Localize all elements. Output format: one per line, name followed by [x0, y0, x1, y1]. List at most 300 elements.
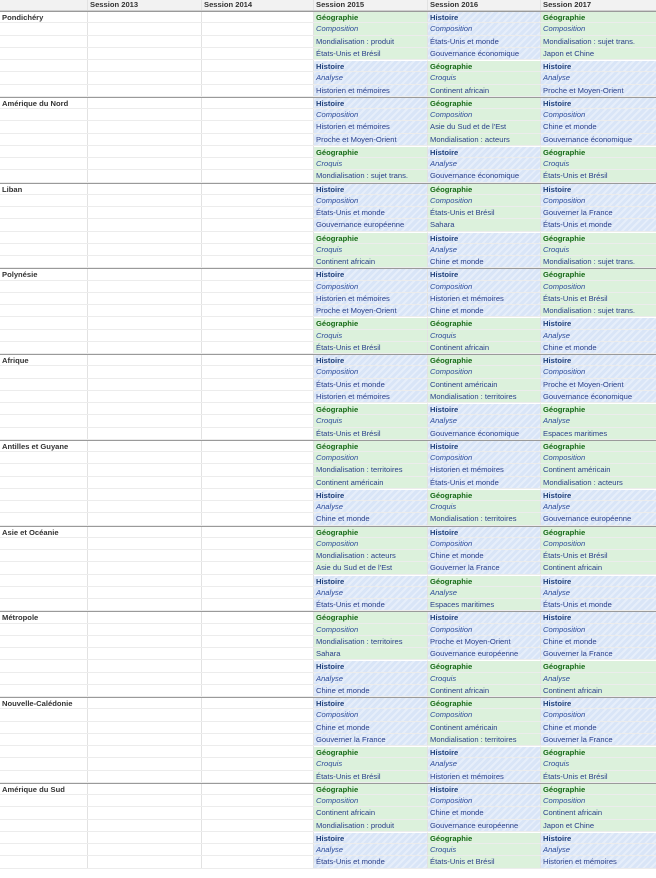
topic-label[interactable]: Japon et Chine — [541, 820, 656, 831]
topic-label[interactable]: Gouverner la France — [428, 562, 541, 573]
subject-label[interactable]: Histoire — [541, 832, 656, 843]
topic-label[interactable]: Historien et mémoires — [428, 464, 541, 475]
subject-label[interactable]: Géographie — [314, 441, 428, 451]
session-2013-cell[interactable] — [88, 146, 202, 157]
subject-label[interactable]: Géographie — [314, 403, 428, 414]
session-2013-cell[interactable] — [88, 820, 202, 831]
session-2013-cell[interactable] — [88, 746, 202, 757]
exercise-type[interactable]: Analyse — [541, 330, 656, 341]
session-2013-cell[interactable] — [88, 550, 202, 561]
topic-label[interactable]: États-Unis et Brésil — [314, 771, 428, 782]
subject-label[interactable]: Histoire — [314, 184, 428, 194]
region-cell[interactable] — [0, 856, 88, 867]
exercise-type[interactable]: Analyse — [541, 587, 656, 598]
session-2014-cell[interactable] — [202, 648, 314, 659]
subject-label[interactable]: Histoire — [314, 698, 428, 708]
region-cell[interactable] — [0, 464, 88, 475]
topic-label[interactable]: Chine et monde — [428, 550, 541, 561]
region-cell[interactable] — [0, 489, 88, 500]
exercise-type[interactable]: Analyse — [314, 501, 428, 512]
exercise-type[interactable]: Composition — [314, 366, 428, 377]
topic-label[interactable]: Proche et Moyen-Orient — [314, 134, 428, 145]
exercise-type[interactable]: Composition — [314, 624, 428, 635]
topic-label[interactable]: Chine et monde — [428, 807, 541, 818]
exercise-type[interactable]: Croquis — [541, 244, 656, 255]
session-2014-cell[interactable] — [202, 685, 314, 696]
topic-label[interactable]: Mondialisation : territoires — [314, 464, 428, 475]
topic-label[interactable]: Historien et mémoires — [314, 391, 428, 402]
subject-label[interactable]: Histoire — [541, 317, 656, 328]
region-cell[interactable] — [0, 134, 88, 145]
topic-label[interactable]: Continent américain — [541, 464, 656, 475]
topic-label[interactable]: Historien et mémoires — [314, 121, 428, 132]
exercise-type[interactable]: Analyse — [541, 415, 656, 426]
exercise-type[interactable]: Composition — [314, 23, 428, 34]
topic-label[interactable]: Gouverner la France — [541, 648, 656, 659]
session-2013-cell[interactable] — [88, 452, 202, 463]
session-2014-cell[interactable] — [202, 624, 314, 635]
region-cell[interactable] — [0, 317, 88, 328]
region-cell[interactable] — [0, 23, 88, 34]
session-2013-cell[interactable] — [88, 48, 202, 59]
topic-label[interactable]: États-Unis et monde — [541, 219, 656, 230]
subject-label[interactable]: Géographie — [428, 355, 541, 365]
region-cell[interactable] — [0, 844, 88, 855]
session-2013-cell[interactable] — [88, 771, 202, 782]
exercise-type[interactable]: Composition — [428, 109, 541, 120]
region-cell[interactable] — [0, 636, 88, 647]
session-2013-cell[interactable] — [88, 538, 202, 549]
exercise-type[interactable]: Composition — [314, 195, 428, 206]
subject-label[interactable]: Géographie — [428, 660, 541, 671]
topic-label[interactable]: États-Unis et monde — [314, 379, 428, 390]
topic-label[interactable]: Mondialisation : territoires — [314, 636, 428, 647]
session-2014-cell[interactable] — [202, 12, 314, 22]
session-2013-cell[interactable] — [88, 342, 202, 353]
session-2013-cell[interactable] — [88, 269, 202, 279]
session-2014-cell[interactable] — [202, 771, 314, 782]
region-cell[interactable] — [0, 60, 88, 71]
session-2014-cell[interactable] — [202, 23, 314, 34]
session-2014-cell[interactable] — [202, 795, 314, 806]
session-2014-cell[interactable] — [202, 832, 314, 843]
session-2014-cell[interactable] — [202, 403, 314, 414]
session-2013-cell[interactable] — [88, 722, 202, 733]
topic-label[interactable]: Chine et monde — [428, 256, 541, 267]
topic-label[interactable]: Continent africain — [314, 256, 428, 267]
session-2013-cell[interactable] — [88, 441, 202, 451]
region-cell[interactable] — [0, 256, 88, 267]
session-2014-cell[interactable] — [202, 464, 314, 475]
region-cell[interactable] — [0, 121, 88, 132]
exercise-type[interactable]: Croquis — [314, 158, 428, 169]
subject-label[interactable]: Histoire — [314, 660, 428, 671]
subject-label[interactable]: Histoire — [428, 784, 541, 794]
exercise-type[interactable]: Croquis — [428, 72, 541, 83]
exercise-type[interactable]: Analyse — [541, 501, 656, 512]
session-2013-cell[interactable] — [88, 36, 202, 47]
subject-label[interactable]: Géographie — [428, 98, 541, 108]
topic-label[interactable]: Mondialisation : territoires — [428, 513, 541, 524]
session-2013-cell[interactable] — [88, 109, 202, 120]
exercise-type[interactable]: Analyse — [541, 673, 656, 684]
session-2013-cell[interactable] — [88, 856, 202, 867]
topic-label[interactable]: Chine et monde — [314, 513, 428, 524]
session-2013-cell[interactable] — [88, 219, 202, 230]
exercise-type[interactable]: Composition — [541, 538, 656, 549]
session-2013-cell[interactable] — [88, 195, 202, 206]
session-2014-cell[interactable] — [202, 207, 314, 218]
region-name[interactable]: Asie et Océanie — [0, 527, 88, 537]
exercise-type[interactable]: Composition — [428, 795, 541, 806]
topic-label[interactable]: États-Unis et Brésil — [428, 856, 541, 867]
region-name[interactable]: Liban — [0, 184, 88, 194]
region-cell[interactable] — [0, 734, 88, 745]
subject-label[interactable]: Géographie — [541, 146, 656, 157]
subject-label[interactable]: Géographie — [541, 403, 656, 414]
exercise-type[interactable]: Composition — [541, 709, 656, 720]
subject-label[interactable]: Histoire — [541, 60, 656, 71]
topic-label[interactable]: Chine et monde — [541, 342, 656, 353]
topic-label[interactable]: Gouvernance européenne — [541, 513, 656, 524]
topic-label[interactable]: Chine et monde — [541, 722, 656, 733]
region-cell[interactable] — [0, 513, 88, 524]
subject-label[interactable]: Histoire — [541, 612, 656, 622]
session-2014-cell[interactable] — [202, 587, 314, 598]
topic-label[interactable]: Mondialisation : produit — [314, 36, 428, 47]
region-cell[interactable] — [0, 195, 88, 206]
subject-label[interactable]: Histoire — [428, 612, 541, 622]
exercise-type[interactable]: Croquis — [428, 501, 541, 512]
session-2014-cell[interactable] — [202, 428, 314, 439]
region-cell[interactable] — [0, 232, 88, 243]
topic-label[interactable]: Japon et Chine — [541, 48, 656, 59]
session-2014-cell[interactable] — [202, 660, 314, 671]
topic-label[interactable]: Continent africain — [428, 85, 541, 96]
topic-label[interactable]: États-Unis et Brésil — [314, 342, 428, 353]
topic-label[interactable]: Asie du Sud et de l'Est — [428, 121, 541, 132]
session-2013-cell[interactable] — [88, 587, 202, 598]
subject-label[interactable]: Géographie — [541, 232, 656, 243]
topic-label[interactable]: Chine et monde — [428, 305, 541, 316]
exercise-type[interactable]: Composition — [428, 195, 541, 206]
topic-label[interactable]: Gouvernance économique — [541, 134, 656, 145]
region-cell[interactable] — [0, 330, 88, 341]
session-2014-cell[interactable] — [202, 195, 314, 206]
region-cell[interactable] — [0, 48, 88, 59]
topic-label[interactable]: Espaces maritimes — [541, 428, 656, 439]
region-cell[interactable] — [0, 477, 88, 488]
topic-label[interactable]: Gouvernance économique — [428, 428, 541, 439]
topic-label[interactable]: Historien et mémoires — [314, 293, 428, 304]
subject-label[interactable]: Histoire — [428, 527, 541, 537]
session-2014-cell[interactable] — [202, 746, 314, 757]
exercise-type[interactable]: Composition — [428, 538, 541, 549]
exercise-type[interactable]: Croquis — [428, 673, 541, 684]
session-2013-cell[interactable] — [88, 244, 202, 255]
region-cell[interactable] — [0, 170, 88, 181]
topic-label[interactable]: Continent africain — [314, 807, 428, 818]
topic-label[interactable]: Mondialisation : sujet trans. — [314, 170, 428, 181]
region-cell[interactable] — [0, 746, 88, 757]
exercise-type[interactable]: Croquis — [314, 244, 428, 255]
session-2013-cell[interactable] — [88, 795, 202, 806]
region-cell[interactable] — [0, 366, 88, 377]
topic-label[interactable]: Gouverner la France — [541, 207, 656, 218]
exercise-type[interactable]: Composition — [314, 452, 428, 463]
subject-label[interactable]: Histoire — [314, 832, 428, 843]
session-2014-cell[interactable] — [202, 820, 314, 831]
session-2013-cell[interactable] — [88, 513, 202, 524]
session-2014-cell[interactable] — [202, 36, 314, 47]
session-2014-cell[interactable] — [202, 550, 314, 561]
topic-label[interactable]: Continent américain — [428, 722, 541, 733]
exercise-type[interactable]: Analyse — [428, 587, 541, 598]
topic-label[interactable]: Gouvernance européenne — [428, 648, 541, 659]
topic-label[interactable]: États-Unis et monde — [428, 477, 541, 488]
topic-label[interactable]: États-Unis et monde — [314, 599, 428, 610]
topic-label[interactable]: Mondialisation : acteurs — [541, 477, 656, 488]
region-cell[interactable] — [0, 391, 88, 402]
session-2013-cell[interactable] — [88, 415, 202, 426]
session-2014-cell[interactable] — [202, 158, 314, 169]
topic-label[interactable]: Continent africain — [541, 562, 656, 573]
region-name[interactable]: Amérique du Nord — [0, 98, 88, 108]
subject-label[interactable]: Géographie — [314, 527, 428, 537]
exercise-type[interactable]: Composition — [428, 709, 541, 720]
topic-label[interactable]: États-Unis et Brésil — [541, 771, 656, 782]
session-2013-cell[interactable] — [88, 305, 202, 316]
session-2014-cell[interactable] — [202, 170, 314, 181]
region-cell[interactable] — [0, 85, 88, 96]
subject-label[interactable]: Géographie — [314, 146, 428, 157]
region-cell[interactable] — [0, 660, 88, 671]
session-2013-cell[interactable] — [88, 501, 202, 512]
session-2014-cell[interactable] — [202, 673, 314, 684]
session-2013-cell[interactable] — [88, 72, 202, 83]
session-2014-cell[interactable] — [202, 636, 314, 647]
session-2014-cell[interactable] — [202, 293, 314, 304]
session-2014-cell[interactable] — [202, 709, 314, 720]
topic-label[interactable]: Continent africain — [541, 807, 656, 818]
session-2013-cell[interactable] — [88, 366, 202, 377]
exercise-type[interactable]: Composition — [541, 624, 656, 635]
exercise-type[interactable]: Composition — [314, 795, 428, 806]
topic-label[interactable]: Continent africain — [541, 685, 656, 696]
session-2014-cell[interactable] — [202, 146, 314, 157]
topic-label[interactable]: Mondialisation : sujet trans. — [541, 36, 656, 47]
subject-label[interactable]: Géographie — [428, 832, 541, 843]
topic-label[interactable]: Gouvernance économique — [428, 170, 541, 181]
topic-label[interactable]: Chine et monde — [314, 685, 428, 696]
subject-label[interactable]: Géographie — [428, 184, 541, 194]
session-2014-cell[interactable] — [202, 48, 314, 59]
region-cell[interactable] — [0, 109, 88, 120]
region-name[interactable]: Métropole — [0, 612, 88, 622]
subject-label[interactable]: Géographie — [541, 269, 656, 279]
header-cell-session-2014[interactable]: Session 2014 — [202, 0, 314, 10]
header-cell-session-2016[interactable]: Session 2016 — [428, 0, 541, 10]
subject-label[interactable]: Histoire — [314, 60, 428, 71]
exercise-type[interactable]: Croquis — [314, 758, 428, 769]
session-2013-cell[interactable] — [88, 379, 202, 390]
topic-label[interactable]: Gouverner la France — [541, 734, 656, 745]
subject-label[interactable]: Histoire — [314, 269, 428, 279]
region-cell[interactable] — [0, 648, 88, 659]
topic-label[interactable]: États-Unis et monde — [314, 856, 428, 867]
topic-label[interactable]: Proche et Moyen-Orient — [541, 379, 656, 390]
session-2013-cell[interactable] — [88, 844, 202, 855]
exercise-type[interactable]: Composition — [541, 795, 656, 806]
session-2014-cell[interactable] — [202, 415, 314, 426]
subject-label[interactable]: Histoire — [541, 355, 656, 365]
topic-label[interactable]: Historien et mémoires — [541, 856, 656, 867]
session-2014-cell[interactable] — [202, 256, 314, 267]
session-2013-cell[interactable] — [88, 599, 202, 610]
session-2014-cell[interactable] — [202, 342, 314, 353]
exercise-type[interactable]: Composition — [428, 624, 541, 635]
session-2013-cell[interactable] — [88, 784, 202, 794]
session-2013-cell[interactable] — [88, 428, 202, 439]
exercise-type[interactable]: Analyse — [428, 415, 541, 426]
session-2013-cell[interactable] — [88, 464, 202, 475]
subject-label[interactable]: Géographie — [541, 660, 656, 671]
exercise-type[interactable]: Analyse — [428, 758, 541, 769]
session-2013-cell[interactable] — [88, 134, 202, 145]
exercise-type[interactable]: Analyse — [428, 244, 541, 255]
session-2013-cell[interactable] — [88, 98, 202, 108]
session-2013-cell[interactable] — [88, 256, 202, 267]
exercise-type[interactable]: Analyse — [428, 158, 541, 169]
subject-label[interactable]: Histoire — [314, 489, 428, 500]
session-2014-cell[interactable] — [202, 538, 314, 549]
session-2013-cell[interactable] — [88, 403, 202, 414]
session-2014-cell[interactable] — [202, 305, 314, 316]
topic-label[interactable]: Historien et mémoires — [428, 293, 541, 304]
session-2013-cell[interactable] — [88, 330, 202, 341]
region-cell[interactable] — [0, 624, 88, 635]
session-2014-cell[interactable] — [202, 121, 314, 132]
session-2013-cell[interactable] — [88, 673, 202, 684]
region-name[interactable]: Polynésie — [0, 269, 88, 279]
topic-label[interactable]: Mondialisation : territoires — [428, 391, 541, 402]
topic-label[interactable]: Sahara — [428, 219, 541, 230]
subject-label[interactable]: Histoire — [428, 232, 541, 243]
topic-label[interactable]: États-Unis et Brésil — [314, 428, 428, 439]
session-2014-cell[interactable] — [202, 317, 314, 328]
session-2014-cell[interactable] — [202, 379, 314, 390]
topic-label[interactable]: Mondialisation : sujet trans. — [541, 256, 656, 267]
subject-label[interactable]: Histoire — [541, 575, 656, 586]
session-2013-cell[interactable] — [88, 527, 202, 537]
topic-label[interactable]: Mondialisation : acteurs — [428, 134, 541, 145]
session-2013-cell[interactable] — [88, 636, 202, 647]
exercise-type[interactable]: Analyse — [541, 844, 656, 855]
subject-label[interactable]: Histoire — [314, 98, 428, 108]
region-name[interactable]: Antilles et Guyane — [0, 441, 88, 451]
topic-label[interactable]: États-Unis et monde — [541, 599, 656, 610]
session-2013-cell[interactable] — [88, 807, 202, 818]
subject-label[interactable]: Histoire — [314, 355, 428, 365]
session-2013-cell[interactable] — [88, 23, 202, 34]
exercise-type[interactable]: Composition — [428, 366, 541, 377]
region-name[interactable]: Pondichéry — [0, 12, 88, 22]
subject-label[interactable]: Histoire — [428, 746, 541, 757]
subject-label[interactable]: Géographie — [541, 746, 656, 757]
region-cell[interactable] — [0, 685, 88, 696]
topic-label[interactable]: Proche et Moyen-Orient — [428, 636, 541, 647]
session-2013-cell[interactable] — [88, 489, 202, 500]
exercise-type[interactable]: Croquis — [541, 758, 656, 769]
session-2013-cell[interactable] — [88, 734, 202, 745]
session-2014-cell[interactable] — [202, 844, 314, 855]
session-2014-cell[interactable] — [202, 562, 314, 573]
region-cell[interactable] — [0, 452, 88, 463]
session-2014-cell[interactable] — [202, 72, 314, 83]
region-cell[interactable] — [0, 758, 88, 769]
topic-label[interactable]: États-Unis et Brésil — [541, 170, 656, 181]
subject-label[interactable]: Géographie — [428, 60, 541, 71]
session-2013-cell[interactable] — [88, 121, 202, 132]
subject-label[interactable]: Histoire — [428, 269, 541, 279]
header-cell-session-2017[interactable]: Session 2017 — [543, 0, 592, 9]
session-2014-cell[interactable] — [202, 232, 314, 243]
exercise-type[interactable]: Composition — [314, 538, 428, 549]
topic-label[interactable]: États-Unis et Brésil — [428, 207, 541, 218]
session-2014-cell[interactable] — [202, 722, 314, 733]
region-cell[interactable] — [0, 281, 88, 292]
session-2013-cell[interactable] — [88, 477, 202, 488]
subject-label[interactable]: Géographie — [314, 746, 428, 757]
session-2013-cell[interactable] — [88, 281, 202, 292]
session-2014-cell[interactable] — [202, 219, 314, 230]
subject-label[interactable]: Géographie — [428, 575, 541, 586]
exercise-type[interactable]: Composition — [541, 452, 656, 463]
region-cell[interactable] — [0, 146, 88, 157]
exercise-type[interactable]: Composition — [541, 281, 656, 292]
region-cell[interactable] — [0, 403, 88, 414]
region-cell[interactable] — [0, 244, 88, 255]
region-cell[interactable] — [0, 501, 88, 512]
subject-label[interactable]: Histoire — [314, 575, 428, 586]
region-cell[interactable] — [0, 673, 88, 684]
topic-label[interactable]: Mondialisation : sujet trans. — [541, 305, 656, 316]
topic-label[interactable]: Mondialisation : produit — [314, 820, 428, 831]
region-cell[interactable] — [0, 722, 88, 733]
region-cell[interactable] — [0, 219, 88, 230]
subject-label[interactable]: Histoire — [541, 184, 656, 194]
region-cell[interactable] — [0, 832, 88, 843]
topic-label[interactable]: Proche et Moyen-Orient — [541, 85, 656, 96]
session-2014-cell[interactable] — [202, 599, 314, 610]
session-2013-cell[interactable] — [88, 184, 202, 194]
session-2014-cell[interactable] — [202, 807, 314, 818]
session-2014-cell[interactable] — [202, 698, 314, 708]
exercise-type[interactable]: Composition — [314, 109, 428, 120]
session-2014-cell[interactable] — [202, 441, 314, 451]
region-cell[interactable] — [0, 293, 88, 304]
subject-label[interactable]: Géographie — [314, 612, 428, 622]
session-2013-cell[interactable] — [88, 709, 202, 720]
region-cell[interactable] — [0, 562, 88, 573]
session-2013-cell[interactable] — [88, 207, 202, 218]
topic-label[interactable]: Chine et monde — [541, 636, 656, 647]
topic-label[interactable]: Gouvernance économique — [541, 391, 656, 402]
region-cell[interactable] — [0, 538, 88, 549]
exercise-type[interactable]: Analyse — [314, 844, 428, 855]
region-cell[interactable] — [0, 807, 88, 818]
exercise-type[interactable]: Composition — [541, 366, 656, 377]
